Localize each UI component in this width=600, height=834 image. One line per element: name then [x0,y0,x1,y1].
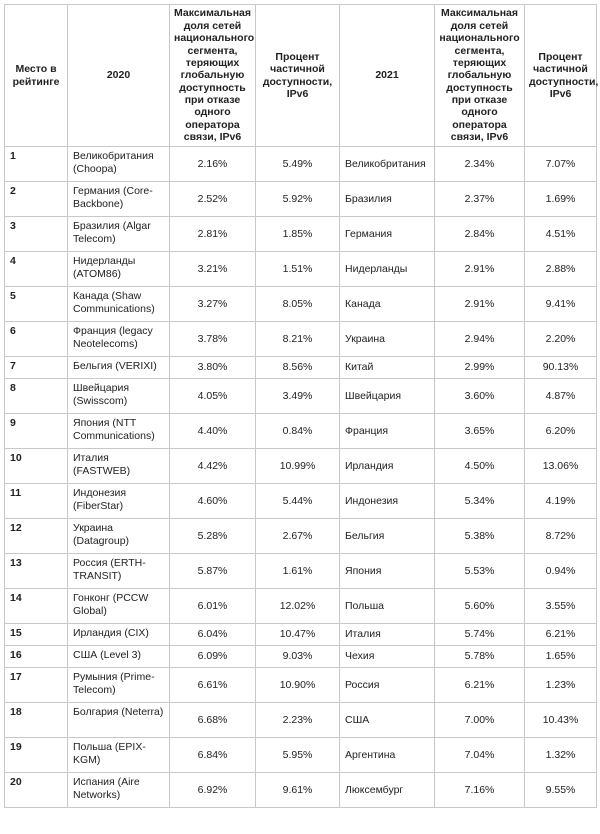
rank-cell: 2 [5,182,68,217]
country-2020-cell: Канада (Shaw Communications) [68,287,170,322]
share-2020-cell: 4.40% [170,414,256,449]
country-2020-cell: Германия (Core-Backbone) [68,182,170,217]
country-2021-cell: Китай [340,357,435,379]
country-2021-cell: Великобритания [340,147,435,182]
country-2021-cell: Канада [340,287,435,322]
partial-2021-cell: 8.72% [525,519,597,554]
partial-2021-cell: 13.06% [525,449,597,484]
partial-2020-cell: 10.90% [256,668,340,703]
country-2021-cell: Франция [340,414,435,449]
share-2020-cell: 5.87% [170,554,256,589]
partial-2020-cell: 10.47% [256,624,340,646]
table-row [5,147,597,182]
rank-cell: 6 [5,322,68,357]
partial-2020-cell: 0.84% [256,414,340,449]
share-2020-cell: 3.80% [170,357,256,379]
partial-2021-cell: 2.88% [525,252,597,287]
table-row [5,519,597,554]
header-share-2020: Максимальная доля сетей национального сегмента, теряющих глобальную доступность при отказе одного оператора связи, IPv6 [170,5,256,147]
header-partial-2020: Процент частичной доступности, IPv6 [256,5,340,147]
partial-2020-cell: 2.23% [256,703,340,738]
partial-2021-cell: 1.65% [525,646,597,668]
share-2021-cell: 2.84% [435,217,525,252]
country-2021-cell: Ирландия [340,449,435,484]
country-2021-cell: Италия [340,624,435,646]
country-2020-cell: Швейцария (Swisscom) [68,379,170,414]
share-2020-cell: 6.04% [170,624,256,646]
rank-cell: 18 [5,703,68,738]
share-2020-cell: 3.27% [170,287,256,322]
country-2021-cell: Аргентина [340,738,435,773]
share-2020-cell: 6.61% [170,668,256,703]
partial-2021-cell: 6.21% [525,624,597,646]
share-2021-cell: 2.34% [435,147,525,182]
partial-2021-cell: 9.55% [525,773,597,808]
partial-2020-cell: 5.92% [256,182,340,217]
partial-2020-cell: 9.03% [256,646,340,668]
share-2021-cell: 2.99% [435,357,525,379]
country-2020-cell: Россия (ERTH-TRANSIT) [68,554,170,589]
country-2021-cell: Украина [340,322,435,357]
share-2020-cell: 6.09% [170,646,256,668]
rank-cell: 14 [5,589,68,624]
ranking-table [4,4,597,808]
rank-cell: 17 [5,668,68,703]
country-2021-cell: Бельгия [340,519,435,554]
table-row [5,554,597,589]
partial-2020-cell: 12.02% [256,589,340,624]
table-body [5,147,597,808]
country-2020-cell: Италия (FASTWEB) [68,449,170,484]
rank-cell: 1 [5,147,68,182]
table-row [5,252,597,287]
share-2021-cell: 3.60% [435,379,525,414]
rank-cell: 16 [5,646,68,668]
country-2021-cell: Германия [340,217,435,252]
partial-2020-cell: 8.56% [256,357,340,379]
country-2020-cell: Бразилия (Algar Telecom) [68,217,170,252]
share-2020-cell: 3.21% [170,252,256,287]
country-2020-cell: Франция (legacy Neotelecoms) [68,322,170,357]
share-2020-cell: 4.60% [170,484,256,519]
rank-cell: 5 [5,287,68,322]
table-row [5,414,597,449]
rank-cell: 10 [5,449,68,484]
header-2021: 2021 [340,5,435,147]
share-2021-cell: 2.91% [435,287,525,322]
partial-2020-cell: 2.67% [256,519,340,554]
partial-2021-cell: 1.69% [525,182,597,217]
partial-2020-cell: 9.61% [256,773,340,808]
partial-2021-cell: 90.13% [525,357,597,379]
header-share-2021: Максимальная доля сетей национального сегмента, теряющих глобальную доступность при отказе одного оператора связи, IPv6 [435,5,525,147]
partial-2021-cell: 4.19% [525,484,597,519]
share-2021-cell: 2.94% [435,322,525,357]
partial-2021-cell: 9.41% [525,287,597,322]
table-row [5,379,597,414]
country-2020-cell: Гонконг (PCCW Global) [68,589,170,624]
rank-cell: 13 [5,554,68,589]
country-2021-cell: Нидерланды [340,252,435,287]
share-2020-cell: 2.81% [170,217,256,252]
partial-2021-cell: 6.20% [525,414,597,449]
share-2021-cell: 3.65% [435,414,525,449]
country-2021-cell: Индонезия [340,484,435,519]
share-2021-cell: 5.74% [435,624,525,646]
partial-2020-cell: 8.21% [256,322,340,357]
table-row [5,703,597,738]
partial-2020-cell: 5.44% [256,484,340,519]
share-2021-cell: 5.78% [435,646,525,668]
table-row [5,322,597,357]
table-row [5,449,597,484]
partial-2021-cell: 1.23% [525,668,597,703]
header-partial-2021: Процент частичной доступности, IPv6 [525,5,597,147]
share-2021-cell: 2.37% [435,182,525,217]
rank-cell: 7 [5,357,68,379]
country-2020-cell: Индонезия (FiberStar) [68,484,170,519]
share-2021-cell: 5.34% [435,484,525,519]
partial-2020-cell: 10.99% [256,449,340,484]
share-2020-cell: 6.92% [170,773,256,808]
header-2020: 2020 [68,5,170,147]
share-2021-cell: 4.50% [435,449,525,484]
country-2020-cell: Ирландия (CIX) [68,624,170,646]
rank-cell: 8 [5,379,68,414]
share-2020-cell: 2.52% [170,182,256,217]
share-2021-cell: 7.16% [435,773,525,808]
rank-cell: 11 [5,484,68,519]
table-row [5,589,597,624]
table-row [5,624,597,646]
partial-2021-cell: 7.07% [525,147,597,182]
header-row [5,5,597,147]
table-row [5,287,597,322]
rank-cell: 3 [5,217,68,252]
table-row [5,484,597,519]
share-2021-cell: 7.04% [435,738,525,773]
country-2020-cell: Нидерланды (ATOM86) [68,252,170,287]
country-2020-cell: Испания (Aire Networks) [68,773,170,808]
country-2021-cell: Россия [340,668,435,703]
partial-2020-cell: 5.49% [256,147,340,182]
country-2021-cell: Швейцария [340,379,435,414]
share-2020-cell: 6.68% [170,703,256,738]
share-2021-cell: 5.38% [435,519,525,554]
partial-2021-cell: 2.20% [525,322,597,357]
table-row [5,357,597,379]
partial-2021-cell: 10.43% [525,703,597,738]
share-2020-cell: 4.05% [170,379,256,414]
table-row [5,646,597,668]
country-2020-cell: Украина (Datagroup) [68,519,170,554]
country-2020-cell: США (Level 3) [68,646,170,668]
rank-cell: 15 [5,624,68,646]
share-2020-cell: 5.28% [170,519,256,554]
partial-2021-cell: 4.51% [525,217,597,252]
country-2021-cell: США [340,703,435,738]
partial-2020-cell: 1.51% [256,252,340,287]
share-2020-cell: 6.01% [170,589,256,624]
table-row [5,217,597,252]
rank-cell: 9 [5,414,68,449]
country-2021-cell: Люксембург [340,773,435,808]
partial-2020-cell: 3.49% [256,379,340,414]
partial-2021-cell: 0.94% [525,554,597,589]
share-2020-cell: 4.42% [170,449,256,484]
rank-cell: 19 [5,738,68,773]
share-2021-cell: 5.53% [435,554,525,589]
table-row [5,738,597,773]
share-2020-cell: 2.16% [170,147,256,182]
country-2021-cell: Польша [340,589,435,624]
partial-2020-cell: 1.85% [256,217,340,252]
partial-2020-cell: 8.05% [256,287,340,322]
country-2020-cell: Болгария (Neterra) [68,703,170,738]
country-2020-cell: Япония (NTT Communications) [68,414,170,449]
partial-2021-cell: 1.32% [525,738,597,773]
share-2020-cell: 3.78% [170,322,256,357]
country-2020-cell: Румыния (Prime-Telecom) [68,668,170,703]
share-2021-cell: 7.00% [435,703,525,738]
table-row [5,773,597,808]
partial-2021-cell: 3.55% [525,589,597,624]
partial-2020-cell: 5.95% [256,738,340,773]
country-2020-cell: Польша (EPIX-KGM) [68,738,170,773]
share-2021-cell: 5.60% [435,589,525,624]
rank-cell: 12 [5,519,68,554]
share-2020-cell: 6.84% [170,738,256,773]
country-2020-cell: Великобритания (Choopa) [68,147,170,182]
share-2021-cell: 6.21% [435,668,525,703]
share-2021-cell: 2.91% [435,252,525,287]
rank-cell: 20 [5,773,68,808]
table-row [5,182,597,217]
country-2021-cell: Чехия [340,646,435,668]
country-2021-cell: Япония [340,554,435,589]
country-2021-cell: Бразилия [340,182,435,217]
partial-2020-cell: 1.61% [256,554,340,589]
country-2020-cell: Бельгия (VERIXI) [68,357,170,379]
rank-cell: 4 [5,252,68,287]
partial-2021-cell: 4.87% [525,379,597,414]
table-row [5,668,597,703]
header-rank: Место в рейтинге [5,5,68,147]
